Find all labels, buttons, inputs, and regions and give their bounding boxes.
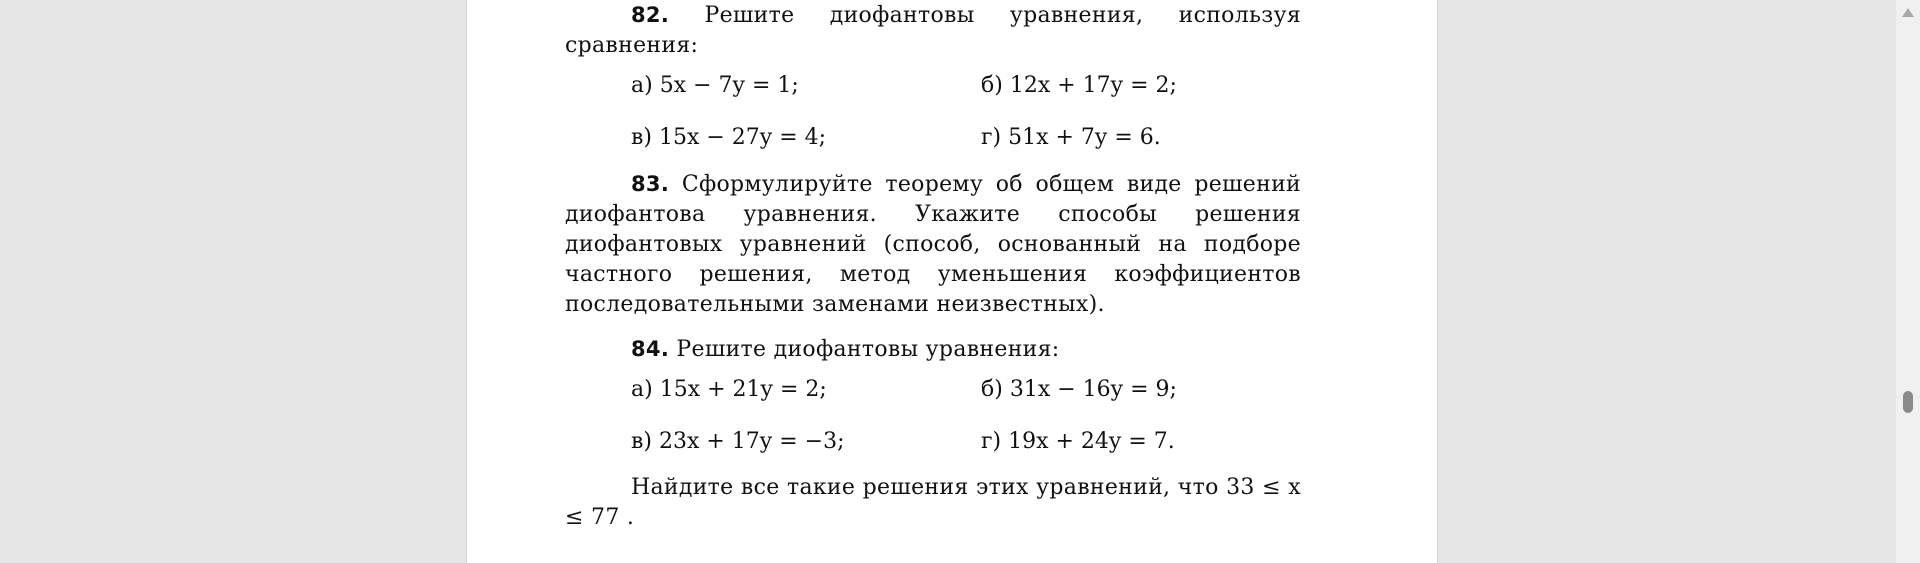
problem-83-number: 83.	[631, 172, 670, 196]
scroll-up-arrow-icon[interactable]	[1902, 8, 1914, 17]
problem-84-equations-row-2	[565, 417, 1301, 469]
problem-82	[565, 0, 1301, 61]
problem-84-followup: Найдите все такие решения этих уравнений, что 33 ≤ x ≤ 77 .	[565, 475, 1301, 530]
problem-84-number: 84.	[631, 337, 670, 361]
document-page	[466, 0, 1438, 563]
equation-84a: а) 15x + 21y = 2;	[631, 377, 827, 402]
equation-82g: г) 51x + 7y = 6.	[981, 125, 1161, 150]
problem-83	[565, 169, 1301, 320]
equation-82v: в) 15x − 27y = 4;	[631, 125, 827, 150]
problem-82-text: Решите диофантовы уравнения, используя сравнения:	[565, 3, 1301, 58]
problem-84	[565, 334, 1301, 365]
equation-82a: а) 5x − 7y = 1;	[631, 73, 799, 98]
problem-82-number: 82.	[631, 3, 670, 27]
equation-84v: в) 23x + 17y = −3;	[631, 429, 845, 454]
equation-82b: б) 12x + 17y = 2;	[981, 73, 1177, 98]
scrollbar-thumb[interactable]	[1903, 391, 1913, 413]
equation-84b: б) 31x − 16y = 9;	[981, 377, 1177, 402]
problem-82-equations-row-1	[565, 61, 1301, 113]
vertical-scrollbar[interactable]	[1896, 0, 1920, 563]
problem-82-equations-row-2	[565, 113, 1301, 165]
equation-84g: г) 19x + 24y = 7.	[981, 429, 1175, 454]
problem-83-text: Сформулируйте теорему об общем виде решений диофантова уравнения. Укажите способы решения диофантовых уравнений (способ, основанный на подборе частного решения, метод уменьшения коэффициентов последовательными заменами неизвестных).	[565, 172, 1301, 317]
page-content	[565, 0, 1301, 533]
problem-84-equations-row-1	[565, 365, 1301, 417]
problem-84-text: Решите диофантовы уравнения:	[676, 337, 1060, 362]
